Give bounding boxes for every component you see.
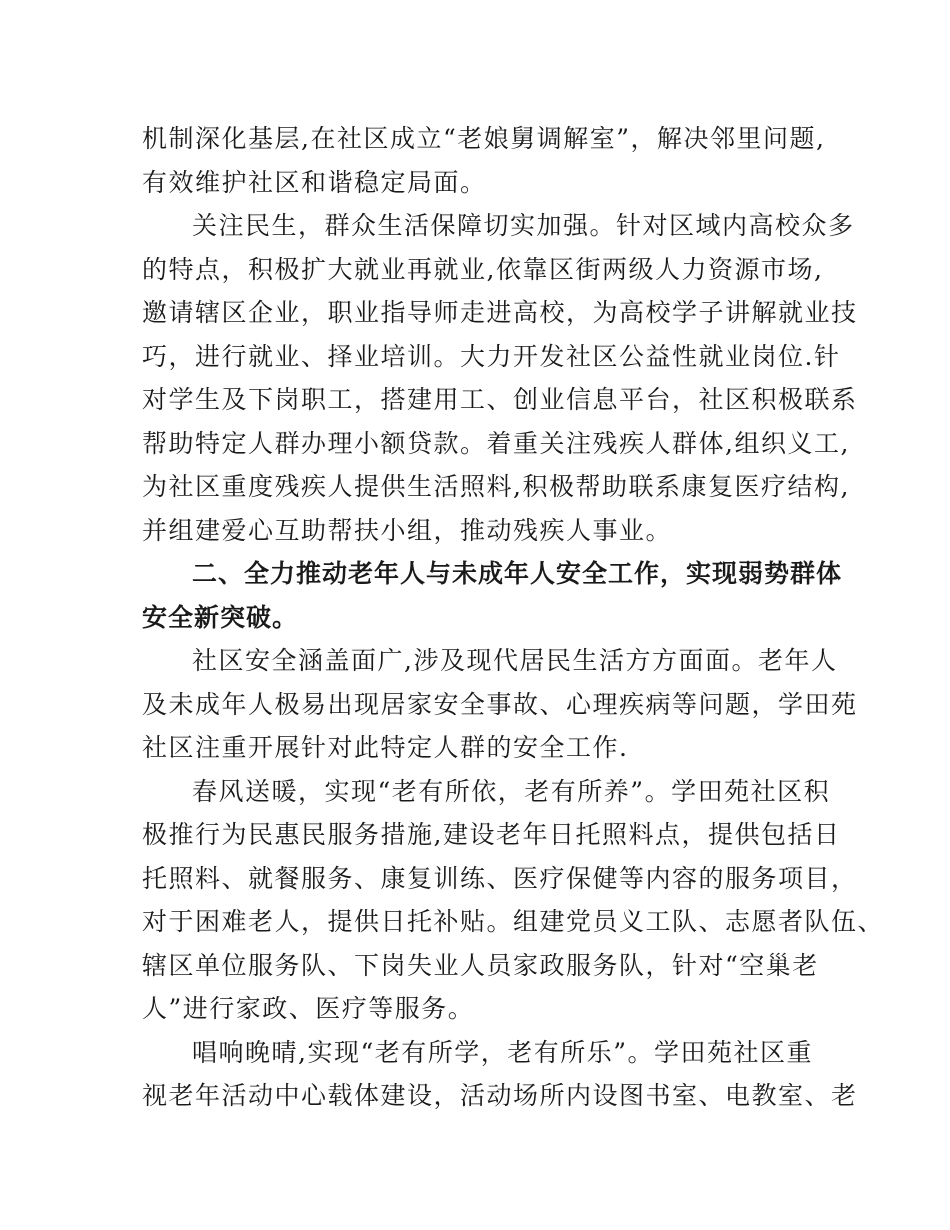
text-line: 托照料、就餐服务、康复训练、医疗保健等内容的服务项目，: [142, 863, 858, 893]
paragraph-heading-line: 唱响晚晴,实现“老有所学，老有所乐”。学田苑社区重: [192, 1037, 814, 1067]
text-line: 的特点，积极扩大就业再就业,依靠区街两级人力资源市场,: [142, 254, 824, 284]
text-line: 帮助特定人群办理小额贷款。着重关注残疾人群体,组织义工,: [142, 428, 850, 458]
text-line: 及未成年人极易出现居家安全事故、心理疾病等问题，学田苑: [142, 689, 858, 719]
text-line: 机制深化基层,在社区成立“老娘舅调解室”，解决邻里问题,: [142, 124, 826, 153]
text-line: 人”进行家政、医疗等服务。: [142, 994, 475, 1023]
text-line: 对于困难老人，提供日托补贴。组建党员义工队、志愿者队伍、: [142, 907, 885, 936]
text-line: 对学生及下岗职工，搭建用工、创业信息平台，社区积极联系: [142, 385, 858, 414]
text-line: 视老年活动中心载体建设，活动场所内设图书室、电教室、老: [142, 1081, 858, 1110]
text-line: 社区安全涵盖面广,涉及现代居民生活方方面面。老年人: [192, 646, 838, 675]
section-heading-line: 安全新突破。: [142, 602, 299, 632]
text-line: 为社区重度残疾人提供生活照料,积极帮助联系康复医疗结构,: [142, 472, 850, 501]
text-line: 社区注重开展针对此特定人群的安全工作.: [142, 733, 629, 762]
paragraph-heading-line: 春风送暖，实现“老有所依，老有所养”。学田苑社区积: [192, 776, 831, 806]
text-line: 巧，进行就业、择业培训。大力开发社区公益性就业岗位.针: [142, 341, 841, 371]
section-heading-line: 二、全力推动老年人与未成年人安全工作，实现弱势群体: [192, 559, 843, 588]
paragraph-heading-line: 关注民生，群众生活保障切实加强。针对区域内高校众多: [192, 211, 855, 240]
text-line: 并组建爱心互助帮扶小组，推动残疾人事业。: [142, 515, 673, 545]
text-line: 极推行为民惠民服务措施,建设老年日托照料点，提供包括日: [142, 820, 841, 849]
document-body: [142, 117, 885, 1118]
text-line: 辖区单位服务队、下岗失业人员家政服务队，针对“空巢老: [142, 950, 819, 980]
text-line: 邀请辖区企业，职业指导师走进高校，为高校学子讲解就业技: [142, 298, 858, 327]
text-line: 有效维护社区和谐稳定局面。: [142, 167, 487, 197]
